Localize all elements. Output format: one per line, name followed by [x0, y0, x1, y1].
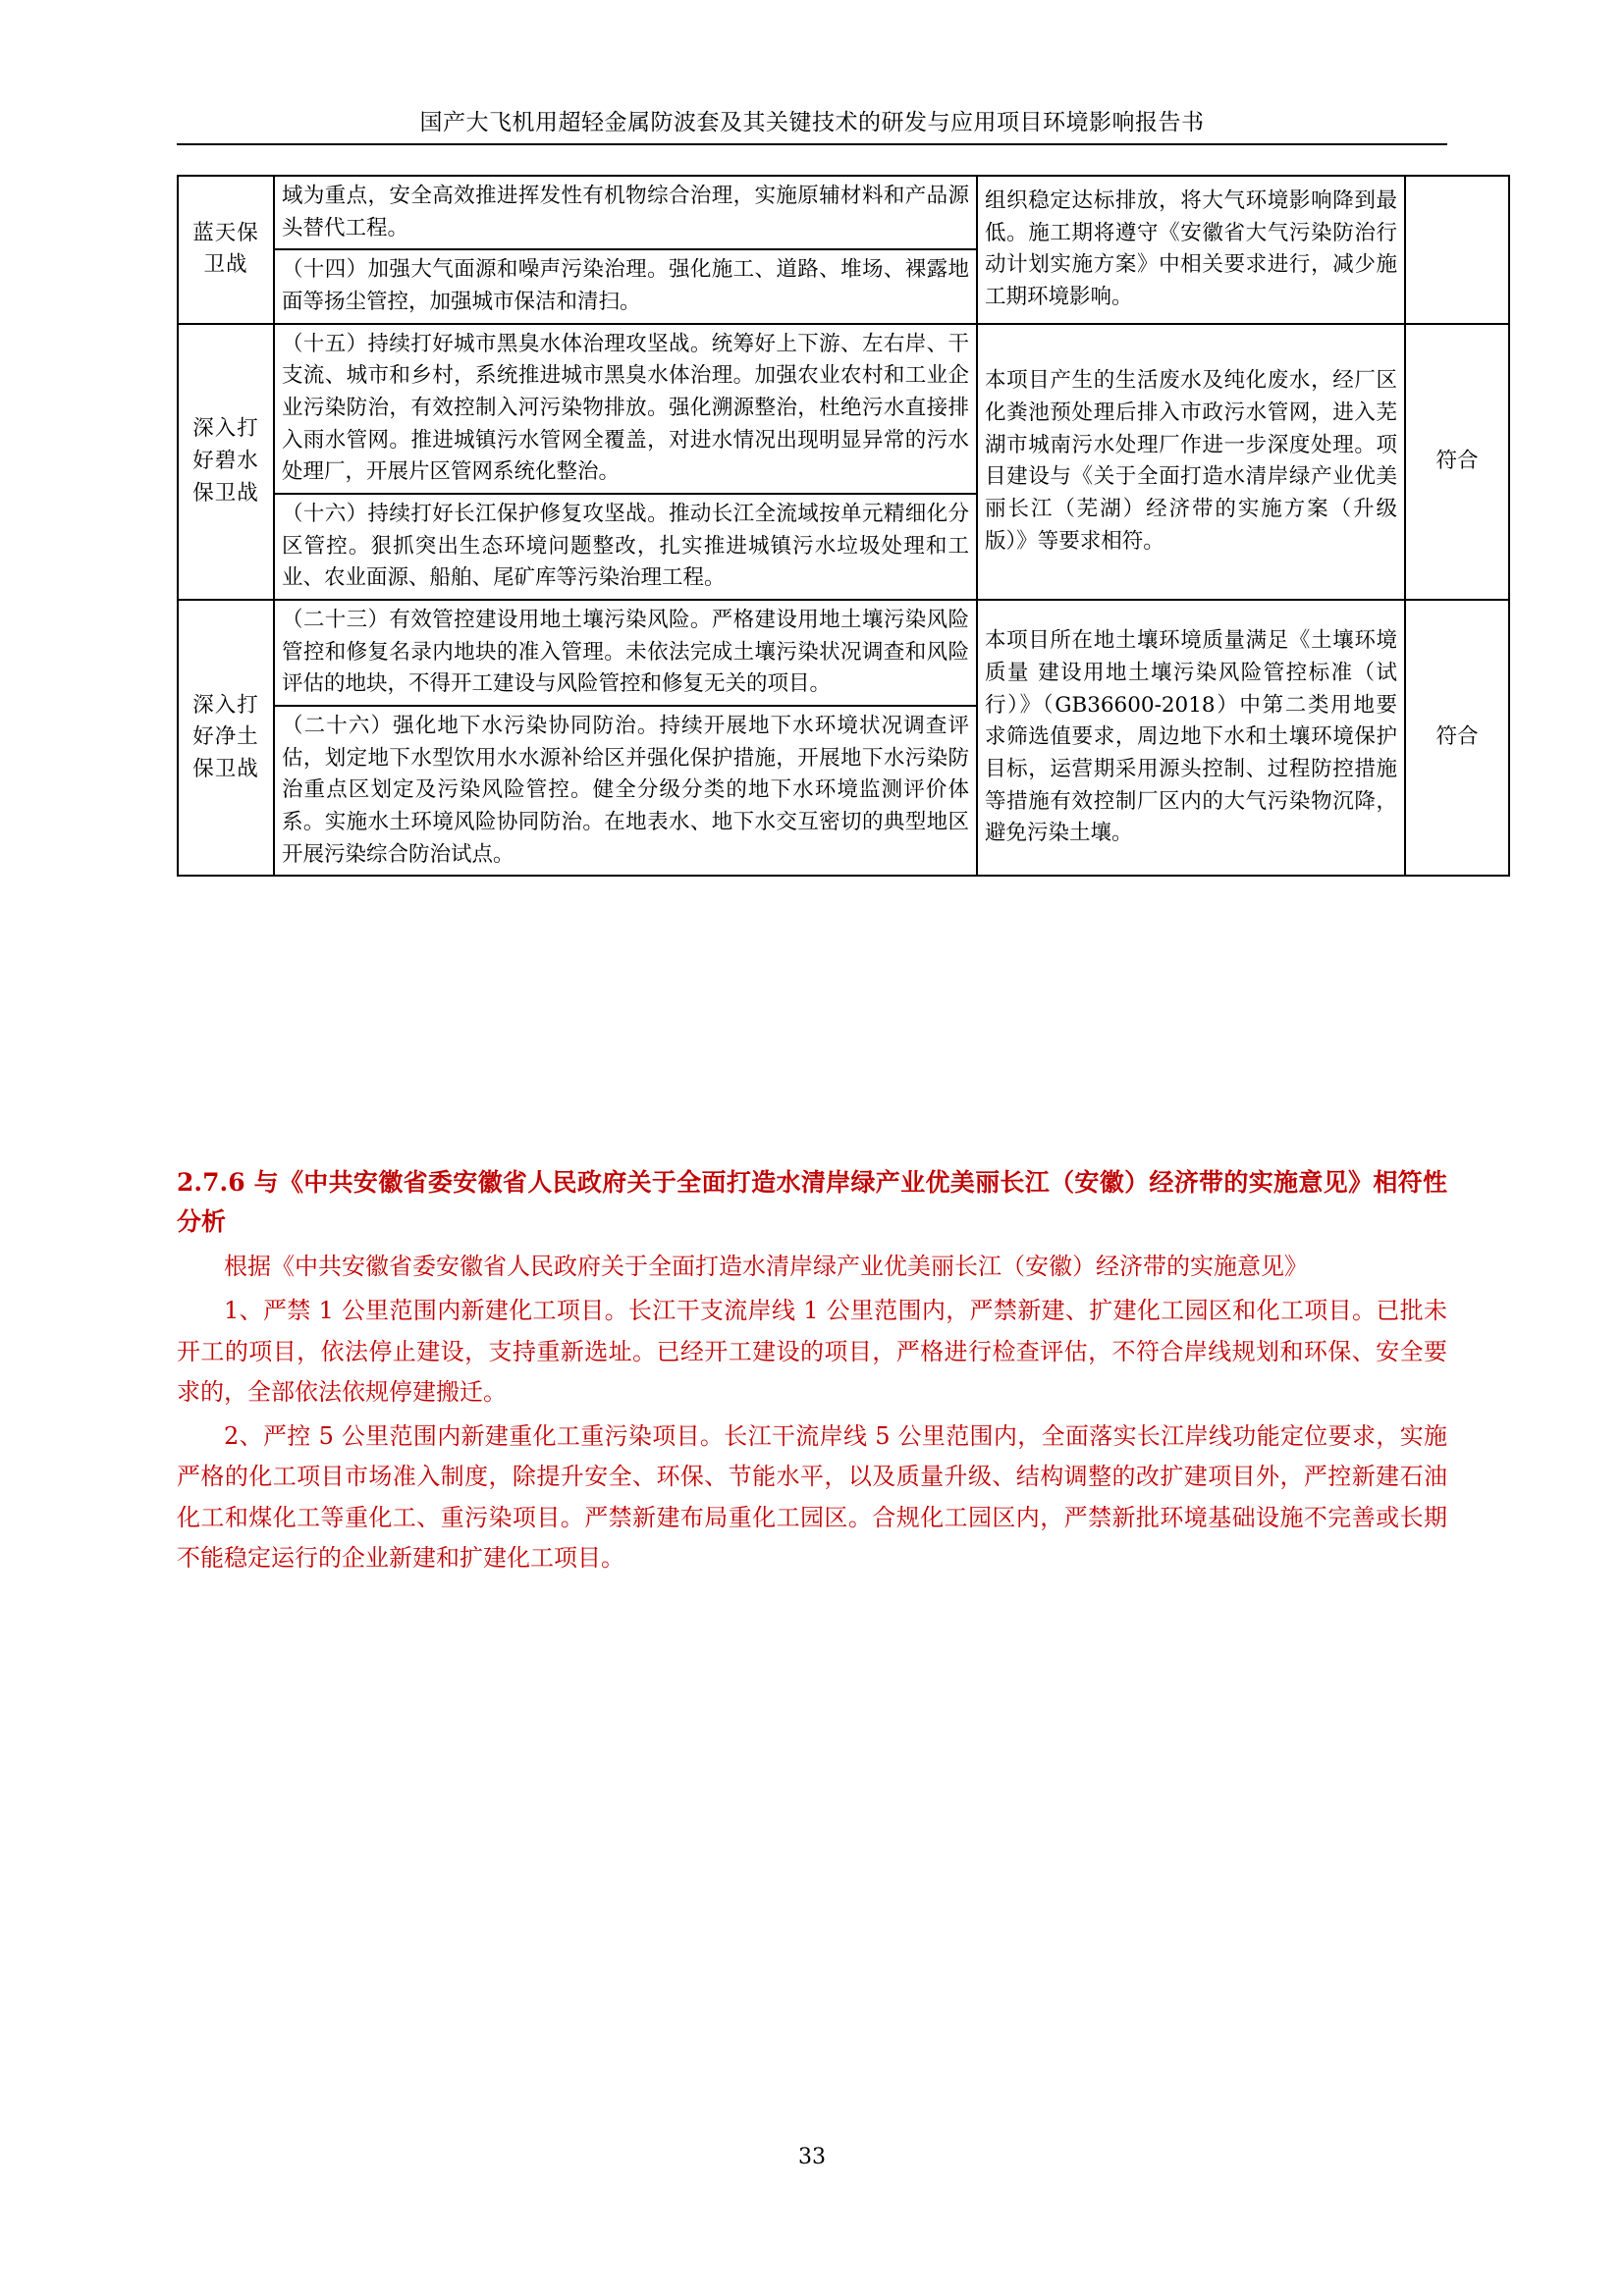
table-row [178, 600, 1509, 706]
cell-requirement: 域为重点，安全高效推进挥发性有机物综合治理，实施原辅材料和产品源头替代工程。 [274, 176, 977, 249]
page-number: 33 [798, 2145, 826, 2169]
cell-assessment: 本项目产生的生活废水及纯化废水，经厂区化粪池预处理后排入市政污水管网，进入芜湖市城南污水处理厂作进一步深度处理。项目建设与《关于全面打造水清岸绿产业优美丽长江（芜湖）经济带的实施方案（升级版）》等要求相符。 [977, 324, 1405, 600]
cell-requirement: （十六）持续打好长江保护修复攻坚战。推动长江全流域按单元精细化分区管控。狠抓突出生态环境问题整改，扎实推进城镇污水垃圾处理和工业、农业面源、船舶、尾矿库等污染治理工程。 [274, 494, 977, 600]
cell-conclusion [1405, 176, 1509, 324]
cell-requirement: （十五）持续打好城市黑臭水体治理攻坚战。统筹好上下游、左右岸、干支流、城市和乡村，系统推进城市黑臭水体治理。加强农业农村和工业企业污染防治，有效控制入河污染物排放。强化溯源整治，杜绝污水直接排入雨水管网。推进城镇污水管网全覆盖，对进水情况出现明显异常的污水处理厂，开展片区管网系统化整治。 [274, 324, 977, 494]
cell-category: 深入打好净土保卫战 [178, 600, 274, 876]
table-row [178, 176, 1509, 249]
paragraph-item-2: 2、严控 5 公里范围内新建重化工重污染项目。长江干流岸线 5 公里范围内，全面落实长江岸线功能定位要求，实施严格的化工项目市场准入制度，除提升安全、环保、节能水平，以及质量升级、结构调整的改扩建项目外，严控新建石油化工和煤化工等重化工、重污染项目。严禁新建布局重化工园区。合规化工园区内，严禁新批环境基础设施不完善或长期不能稳定运行的企业新建和扩建化工项目。 [177, 1422, 1447, 1572]
cell-assessment: 组织稳定达标排放，将大气环境影响降到最低。施工期将遵守《安徽省大气污染防治行动计划实施方案》中相关要求进行，减少施工期环境影响。 [977, 176, 1405, 324]
cell-assessment: 本项目所在地土壤环境质量满足《土壤环境质量 建设用地土壤污染风险管控标准（试行）》（GB36600-2018）中第二类用地要求筛选值要求，周边地下水和土壤环境保护目标，运营期采用源头控制、过程防控措施等措施有效控制厂区内的大气污染物沉降，避免污染土壤。 [977, 600, 1405, 876]
page-header-title: 国产大飞机用超轻金属防波套及其关键技术的研发与应用项目环境影响报告书 [419, 110, 1205, 135]
cell-requirement: （二十三）有效管控建设用地土壤污染风险。严格建设用地土壤污染风险管控和修复名录内地块的准入管理。未依法完成土壤污染状况调查和风险评估的地块，不得开工建设与风险管控和修复无关的项目。 [274, 600, 977, 706]
compliance-table [177, 175, 1510, 877]
paragraph-intro: 根据《中共安徽省委安徽省人民政府关于全面打造水清岸绿产业优美丽长江（安徽）经济带的实施意见》 [224, 1253, 1308, 1280]
cell-category: 蓝天保卫战 [178, 176, 274, 324]
section-heading: 2.7.6 与《中共安徽省委安徽省人民政府关于全面打造水清岸绿产业优美丽长江（安徽）经济带的实施意见》相符性分析 [177, 1168, 1447, 1236]
cell-requirement: （十四）加强大气面源和噪声污染治理。强化施工、道路、堆场、裸露地面等扬尘管控，加强城市保洁和清扫。 [274, 249, 977, 323]
table-row [178, 324, 1509, 494]
cell-conclusion: 符合 [1405, 324, 1509, 600]
cell-category: 深入打好碧水保卫战 [178, 324, 274, 600]
body-content [177, 1163, 1447, 1582]
header-divider [177, 143, 1447, 145]
paragraph-item-1: 1、严禁 1 公里范围内新建化工项目。长江干支流岸线 1 公里范围内，严禁新建、扩建化工园区和化工项目。已批未开工的项目，依法停止建设，支持重新选址。已经开工建设的项目，严格进行检查评估，不符合岸线规划和环保、安全要求的，全部依法依规停建搬迁。 [177, 1297, 1447, 1406]
cell-requirement: （二十六）强化地下水污染协同防治。持续开展地下水环境状况调查评估，划定地下水型饮用水水源补给区并强化保护措施，开展地下水污染防治重点区划定及污染风险管控。健全分级分类的地下水环境监测评价体系。实施水土环境风险协同防治。在地表水、地下水交互密切的典型地区开展污染综合防治试点。 [274, 706, 977, 876]
cell-conclusion: 符合 [1405, 600, 1509, 876]
